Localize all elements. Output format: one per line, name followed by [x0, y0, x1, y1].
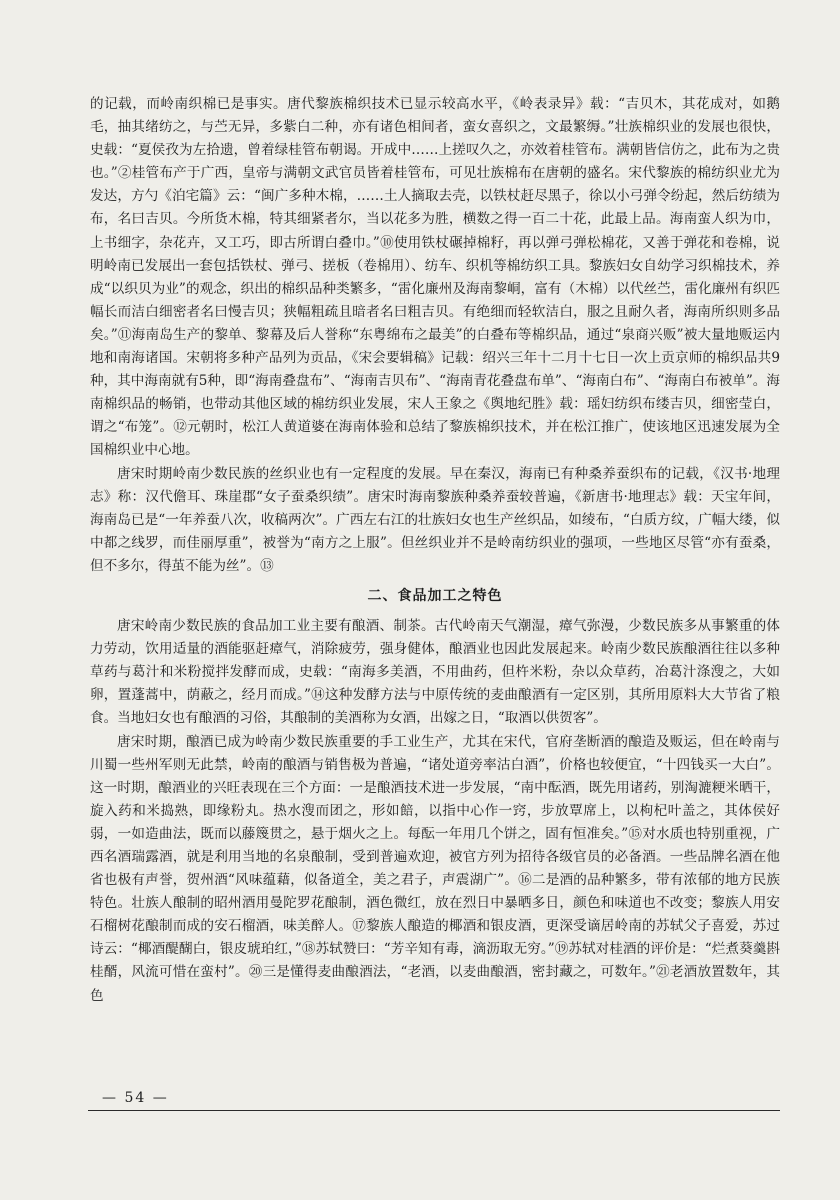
footer-rule: [88, 1110, 780, 1111]
page-number: — 54 —: [102, 1090, 169, 1106]
paragraph-wine-brewing: 唐宋时期，酿酒已成为岭南少数民族重要的手工业生产，尤其在宋代，官府垄断酒的酿造及贩运，但在岭南与川蜀一些州军则无此禁，岭南的酿酒与销售极为普遍，“诸处道旁率沽白酒”，价格也较便宜，“十四钱买一大白”。这一时期，酿酒业的兴旺表现在三个方面：一是酿酒技术进一步发展，“南中酝酒，既先用诸药，别淘漉粳米晒干，旋入药和米捣熟，即缘粉丸。热水溲而团之，形如餢，以指中心作一窍，步放覃席上，以枸杞叶盖之，其体侯好弱，一如造曲法，既而以藤篾贯之，悬于烟火之上。每酝一年用几个饼之，固有恒准矣。”⑮对水质也特别重视，广西名酒瑞露酒，就是利用当地的名泉酿制，受到普遍欢迎，被官方列为招待各级官员的必备酒。一些品牌名酒在他省也极有声誉，贺州酒“风味蕴藉，似备道全，美之君子，声震湖广”。⑯二是酒的品种繁多，带有浓郁的地方民族特色。壮族人酿制的昭州酒用曼陀罗花酿制，酒色微红，放在烈日中暴晒多日，颜色和味道也不改变；黎族人用安石榴树花酿制而成的安石榴酒，味美醉人。⑰黎族人酿造的椰酒和银皮酒，更深受谪居岭南的苏轼父子喜爱，苏过诗云：“椰酒醍醐白，银皮琥珀红，”⑱苏轼赞曰：“芳辛知有毒，滴沥取无穷。”⑲苏轼对桂酒的评价是：“烂煮葵羹斟桂醑，风流可惜在蛮村”。⑳三是懂得麦曲酿酒法，“老酒，以麦曲酿酒，密封藏之，可数年。”㉑老酒放置数年，其色: [90, 733, 780, 1004]
paragraph-silk-weaving: 唐宋时期岭南少数民族的丝织业也有一定程度的发展。早在秦汉，海南已有种桑养蚕织布的记载，《汉书·地理志》称：汉代儋耳、珠崖郡“女子蚕桑织绩”。唐宋时海南黎族种桑养蚕较普遍，《新唐书·地理志》载：天宝年间，海南岛已是“一年养蚕八次，收稿两次”。广西左右江的壮族妇女也生产丝织品，如绫布，“白质方纹，广幅大缕，似中都之线罗，而佳丽厚重”，被誉为“南方之上服”。但丝织业并不是岭南纺织业的强项，一些地区尽管“亦有蚕桑，但不多尔，得茧不能为丝”。⑬: [90, 465, 780, 574]
body-text: [90, 93, 780, 1008]
paragraph-food-processing: 唐宋岭南少数民族的食品加工业主要有酿酒、制茶。古代岭南天气潮湿，瘴气弥漫，少数民族多从事繁重的体力劳动，饮用适量的酒能驱赶瘴气，消除疲劳，强身健体，酿酒业也因此发展起来。岭南少数民族酿酒往往以多种草药与葛汁和米粉搅拌发酵而成，史载：“南海多美酒，不用曲药，但杵米粉，杂以众草药，冶葛汁涤溲之，大如卵，置蓬蒿中，荫蔽之，经月而成。”⑭这种发酵方法与中原传统的麦曲酿酒有一定区别，其所用原料大大节省了粮食。当地妇女也有酿酒的习俗，其酿制的美酒称为女酒，出嫁之日，“取酒以供贺客”。: [90, 618, 780, 727]
paragraph-cotton-weaving: 的记载，而岭南织棉已是事实。唐代黎族棉织技术已显示较高水平，《岭表录异》载：“吉贝木，其花成对，如鹅毛，抽其绪纺之，与苎无异，多紫白二种，亦有诸色相间者，蛮女喜织之，文最繁缛。”壮族棉织业的发展也很快，史载：“夏侯孜为左拾遗，曾着绿桂管布朝谒。开成中……上搓叹久之，亦效着桂管布。满朝皆信仿之，此布为之贵也。”②桂管布产于广西，皇帝与满朝文武官员皆着桂管布，可见壮族棉布在唐朝的盛名。宋代黎族的棉纺织业尤为发达，方勺《泊宅篇》云：“闽广多种木棉，……土人摘取去壳，以铁杖赶尽黑子，徐以小弓弹令纷起，然后纺绩为布，名曰吉贝。今所货木棉，特其细紧者尔，当以花多为胜，横数之得一百二十花，此最上品。海南蛮人织为巾，上书细字，杂花卉，又工巧，即古所谓白叠巾。”⑩使用铁杖碾掉棉籽，再以弹弓弹松棉花，又善于弹花和卷棉，说明岭南已发展出一套包括铁杖、弹弓、搓板（卷棉用）、纺车、织机等棉纺织工具。黎族妇女自幼学习织棉技术，养成“以织贝为业”的观念，织出的棉织品种类繁多，“雷化廉州及海南黎峒，富有（木棉）以代丝苎，雷化廉州有织匹幅长而洁白细密者名曰慢吉贝；狭幅粗疏且暗者名曰粗吉贝。有绝细而轻软洁白，服之且耐久者，海南所织则多品矣。”⑪海南岛生产的黎单、黎幕及后人誉称“东粤绵布之最美”的白叠布等棉织品，通过“泉商兴贩”被大量地贩运内地和南海诸国。宋朝将多种产品列为贡品，《宋会要辑稿》记载：绍兴三年十二月十七日一次上贡京师的棉织品共9种，其中海南就有5种，即“海南叠盘布”、“海南吉贝布”、“海南青花叠盘布单”、“海南白布”、“海南白布被单”。海南棉织品的畅销，也带动其他区域的棉纺织业发展，宋人王象之《舆地纪胜》载：瑶妇纺织布缕吉贝，细密莹白，谓之“布笼”。⑫元朝时，松江人黄道婆在海南体验和总结了黎族棉织技术，并在松江推广，使该地区迅速发展为全国棉织业中心地。: [90, 96, 780, 459]
section-heading: 二、食品加工之特色: [367, 587, 503, 604]
